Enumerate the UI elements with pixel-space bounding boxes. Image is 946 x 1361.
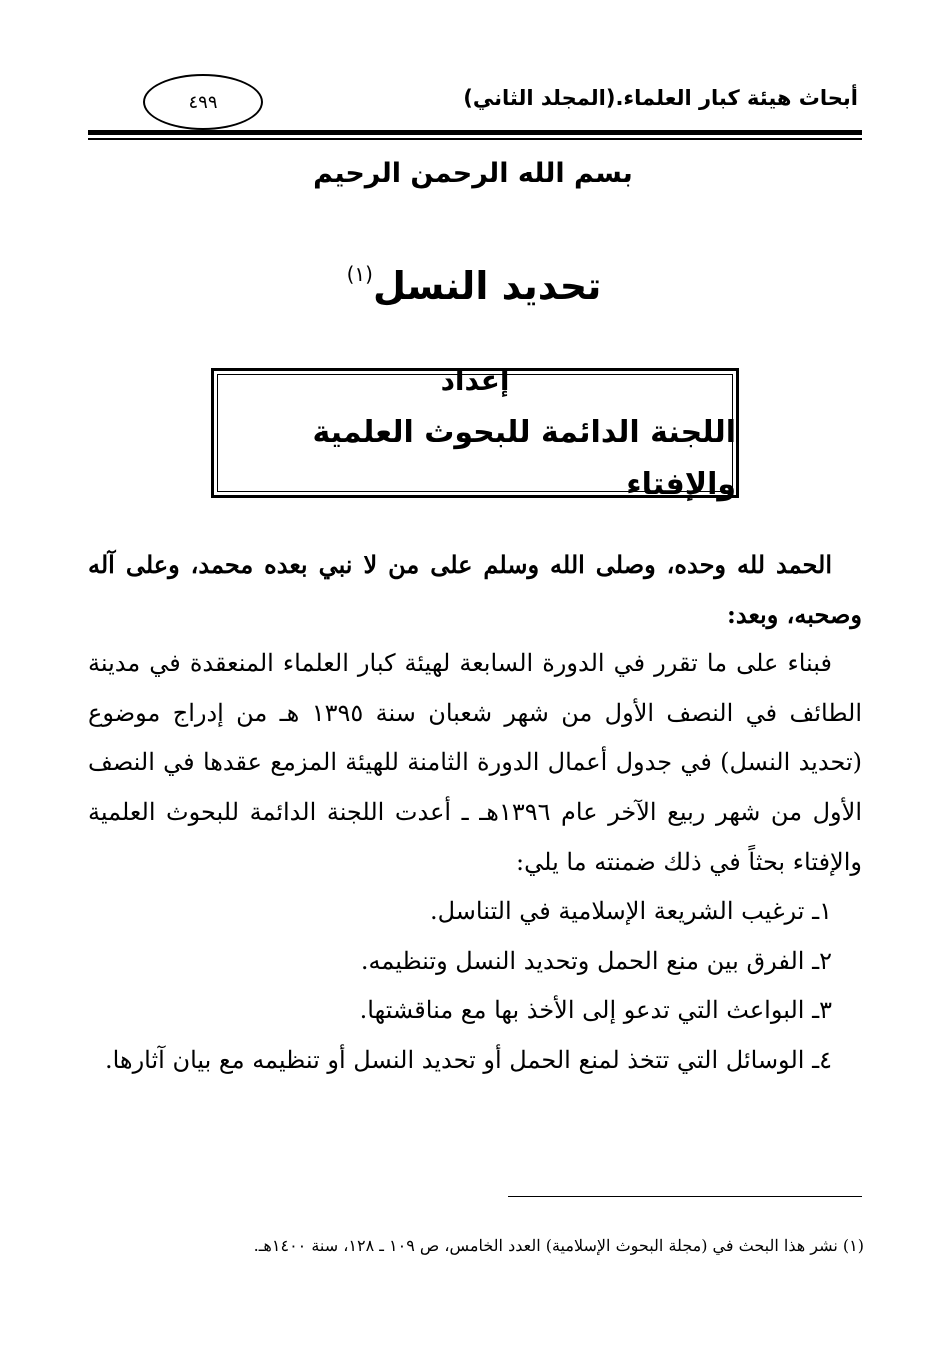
prepared-by-box (211, 364, 739, 502)
page-title (0, 262, 946, 308)
body-text (88, 540, 862, 1086)
footnote: (١) نشر هذا البحث في (مجلة البحوث الإسلامية) العدد الخامس، ص ١٠٩ ـ ١٢٨، سنة ١٤٠٠هـ. (253, 1236, 864, 1255)
main-paragraph: فبناء على ما تقرر في الدورة السابعة لهيئة كبار العلماء المنعقدة في مدينة الطائف في النصف الأول من شهر شعبان سنة ١٣٩٥ هـ من إدراج موضوع (تحديد النسل) في جدول أعمال الدورة الثامنة للهيئة المزمع عقدها في النصف الأول من شهر ربيع الآخر عام ١٣٩٦هـ ـ أعدت اللجنة الدائمة للبحوث العلمية والإفتاء بحثاً في ذلك ضمنته ما يلي: (88, 649, 862, 876)
page-number: ٤٩٩ (188, 91, 218, 113)
running-head: أبحاث هيئة كبار العلماء.(المجلد الثاني) (463, 86, 858, 110)
page-number-oval (143, 74, 263, 130)
title-footnote-marker: (١) (346, 262, 373, 286)
header-rule-thick (88, 130, 862, 135)
header-rule-thin (88, 138, 862, 140)
list-item: ٢ـ الفرق بين منع الحمل وتحديد النسل وتنظيمه. (360, 946, 832, 975)
list-item: ٣ـ البواعث التي تدعو إلى الأخذ بها مع مناقشتها. (359, 996, 832, 1025)
basmala: بسم الله الرحمن الرحيم (313, 158, 633, 189)
title-text: تحديد النسل (372, 264, 602, 308)
prepared-by-heading: إعداد (440, 364, 510, 397)
prepared-by-committee: اللجنة الدائمة للبحوث العلمية والإفتاء (312, 415, 736, 502)
list-item: ١ـ ترغيب الشريعة الإسلامية في التناسل. (429, 897, 832, 926)
list-item: ٤ـ الوسائل التي تتخذ لمنع الحمل أو تحديد النسل أو تنظيمه مع بيان آثارها. (104, 1045, 832, 1074)
intro-paragraph: الحمد لله وحده، وصلى الله وسلم على من لا نبي بعده محمد، وعلى آله وصحبه، وبعد: (88, 550, 862, 629)
footnote-divider (508, 1196, 862, 1197)
